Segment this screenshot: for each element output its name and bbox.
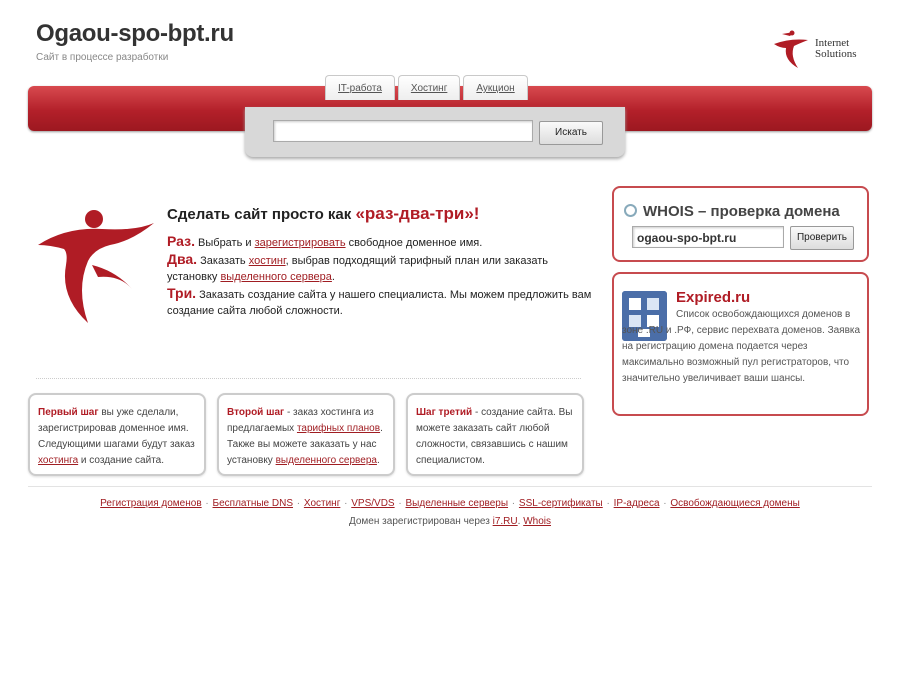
nav-tabs <box>325 75 528 100</box>
footer-link[interactable]: Хостинг <box>303 498 341 509</box>
footer-link[interactable]: VPS/VDS <box>351 498 395 509</box>
brand-name: Internet Solutions <box>815 37 857 60</box>
card-step-two: Второй шаг - заказ хостинга из предлагаемых тарифных планов. Также вы можете заказать у нас установку выделенного сервера. <box>217 393 395 476</box>
whois-link[interactable]: Whois <box>523 516 551 527</box>
footer-link[interactable]: Освобождающиеся домены <box>670 498 800 509</box>
footer-link[interactable]: SSL-сертификаты <box>518 498 603 509</box>
tab-hosting[interactable]: Хостинг <box>398 75 460 100</box>
footer-link[interactable]: Выделенные серверы <box>405 498 509 509</box>
tab-it-rabota[interactable]: IT-работа <box>325 75 395 100</box>
promo-title: Сделать сайт просто как «раз-два-три»! <box>167 204 480 223</box>
footer-registration: Домен зарегистрирован через i7.RU. Whois <box>348 516 551 527</box>
footer-link[interactable]: Бесплатные DNS <box>212 498 293 509</box>
card-tariff-link[interactable]: тарифных планов <box>296 423 381 434</box>
step-three: Три. Заказать создание сайта у нашего специалиста. Мы можем предложить вам создание сайта любой сложности. <box>167 285 592 317</box>
hosting-link[interactable]: хостинг <box>248 255 286 267</box>
runner-logo <box>36 205 156 330</box>
footer-link[interactable]: IP-адреса <box>613 498 660 509</box>
footer-links: Регистрация доменов · Бесплатные DNS · Хостинг · VPS/VDS · Выделенные серверы · SSL-сертификаты · IP-адреса · Освобождающиеся домены <box>100 498 800 509</box>
card-hosting-link[interactable]: хостинга <box>38 455 79 466</box>
card-step-three: Шаг третий - создание сайта. Вы можете заказать сайт любой сложности, связавшись с нашим специалистом. <box>406 393 584 476</box>
whois-domain-input[interactable]: ogaou-spo-bpt.ru <box>632 226 784 248</box>
expired-text: Список освобождающихся доменов в зоне .RU и .РФ, сервис перехвата доменов. Заявка на регистрацию домена подается через максимально возможный пул регистраторов, что значительно увеличивает ваши шансы. <box>622 309 861 384</box>
card-server-link[interactable]: выделенного сервера <box>275 455 377 466</box>
search-icon <box>624 204 637 217</box>
search-button[interactable]: Искать <box>539 121 603 145</box>
site-title: Ogaou-spo-bpt.ru <box>36 20 234 47</box>
whois-panel <box>612 186 869 262</box>
footer-link[interactable]: Регистрация доменов <box>100 498 202 509</box>
whois-title: WHOIS – проверка домена <box>624 203 840 220</box>
search-panel <box>245 107 625 157</box>
step-two: Два. Заказать хостинг, выбрав подходящий тарифный план или заказать установку выделенного сервера. <box>167 251 549 283</box>
site-subtitle: Сайт в процессе разработки <box>36 52 169 63</box>
expired-title[interactable]: Expired.ru <box>676 289 751 306</box>
dedicated-server-link[interactable]: выделенного сервера <box>220 271 332 283</box>
expired-panel <box>612 272 869 416</box>
promo-title-highlight: «раз-два-три»! <box>355 204 480 223</box>
register-link[interactable]: зарегистрировать <box>254 237 346 249</box>
divider <box>36 378 581 379</box>
tab-auction[interactable]: Аукцион <box>463 75 527 100</box>
whois-check-button[interactable]: Проверить <box>790 226 854 250</box>
promo-block <box>167 206 597 319</box>
step-one: Раз. Выбрать и зарегистрировать свободное доменное имя. <box>167 233 483 249</box>
search-input[interactable] <box>273 120 533 142</box>
registrar-link[interactable]: i7.RU <box>492 516 518 527</box>
card-step-one: Первый шаг вы уже сделали, зарегистрировав доменное имя. Следующими шагами будут заказ хостинга и создание сайта. <box>28 393 206 476</box>
footer-divider <box>28 486 872 487</box>
